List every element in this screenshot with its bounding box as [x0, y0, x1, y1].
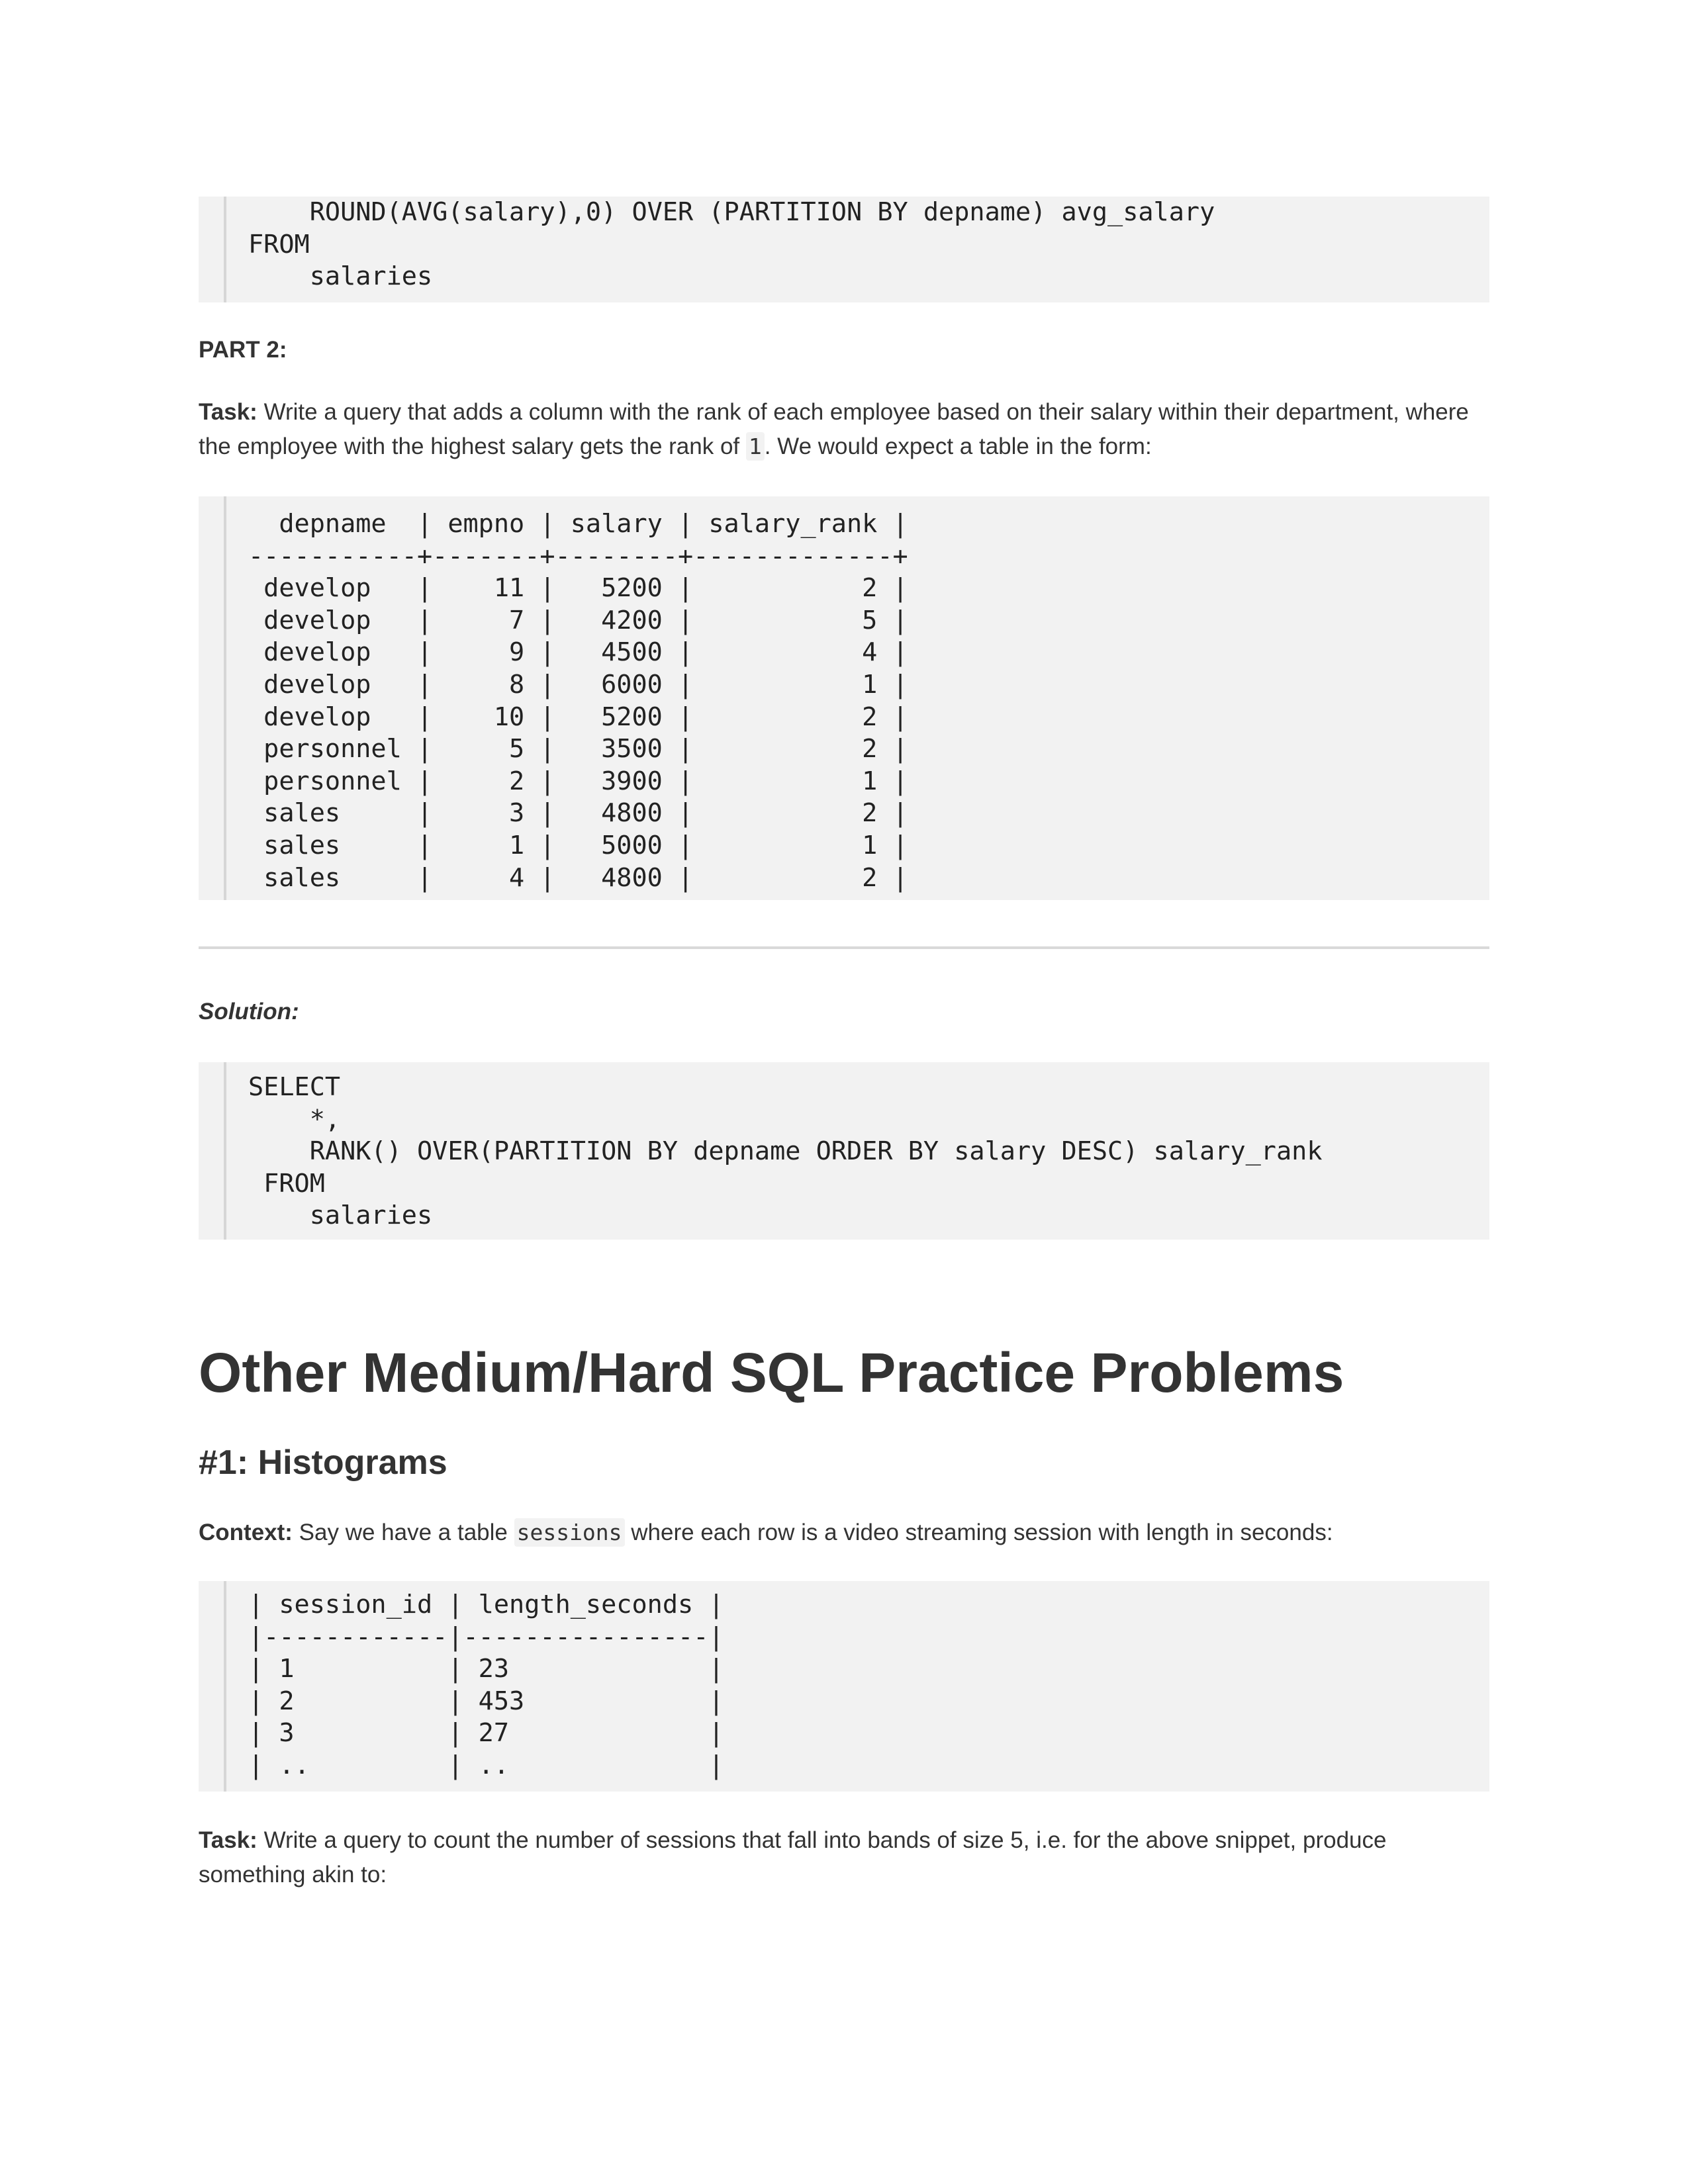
section-title: Other Medium/Hard SQL Practice Problems	[199, 1342, 1344, 1404]
solution-label: Solution:	[199, 999, 299, 1024]
task-text-a: Write a query that adds a column with the rank of each employee based on their salary within their department, where the employee with the highest salary gets the rank of	[199, 399, 1469, 459]
context-text-b: where each row is a video streaming session with length in seconds:	[624, 1520, 1333, 1545]
context-paragraph	[199, 1516, 1489, 1550]
task2-label: Task:	[199, 1827, 258, 1853]
inline-code-1: 1	[746, 432, 765, 461]
rank-table-text: depname | empno | salary | salary_rank | -----------+-------+--------+-------------+ develop | 11 | 5200 | 2 | develop | 7 | 4200 | 5 | develop | 9 | 4500 | 4 | develop | 8 | 6000 | 1 | develop | 10 | 5200 | 2 | personnel | 5 | 3500 | 2 | personnel | 2 | 3900 | 1 | sales | 3 | 4800 | 2 | sales | 1 | 5000 | 1 | sales | 4 | 4800 | 2 |	[248, 509, 908, 893]
sessions-table-text: | session_id | length_seconds | |------------|----------------| | 1 | 23 | | 2 | 453 | | 3 | 27 | | .. | .. |	[248, 1590, 724, 1780]
inline-code-sessions: sessions	[514, 1518, 625, 1547]
divider	[199, 946, 1489, 949]
part2-heading: PART 2:	[199, 337, 287, 363]
task2-text: Write a query to count the number of sessions that fall into bands of size 5, i.e. for the above snippet, produce something akin to:	[199, 1827, 1387, 1888]
code-text: ROUND(AVG(salary),0) OVER (PARTITION BY depname) avg_salary FROM salaries	[248, 197, 1215, 292]
code-block-sessions-table	[199, 1581, 1489, 1792]
task2-paragraph	[199, 1823, 1489, 1892]
context-text-a: Say we have a table	[292, 1520, 514, 1545]
solution-code-text: SELECT *, RANK() OVER(PARTITION BY depname ORDER BY salary DESC) salary_rank FROM salaries	[248, 1072, 1323, 1231]
code-block-solution	[199, 1062, 1489, 1240]
task-text-b: . We would expect a table in the form:	[764, 433, 1152, 459]
code-block-avg-salary	[199, 197, 1489, 302]
task-label: Task:	[199, 399, 258, 425]
subsection-title: #1: Histograms	[199, 1443, 447, 1482]
part2-task-paragraph	[199, 395, 1489, 464]
context-label: Context:	[199, 1520, 293, 1545]
code-block-rank-table	[199, 496, 1489, 900]
